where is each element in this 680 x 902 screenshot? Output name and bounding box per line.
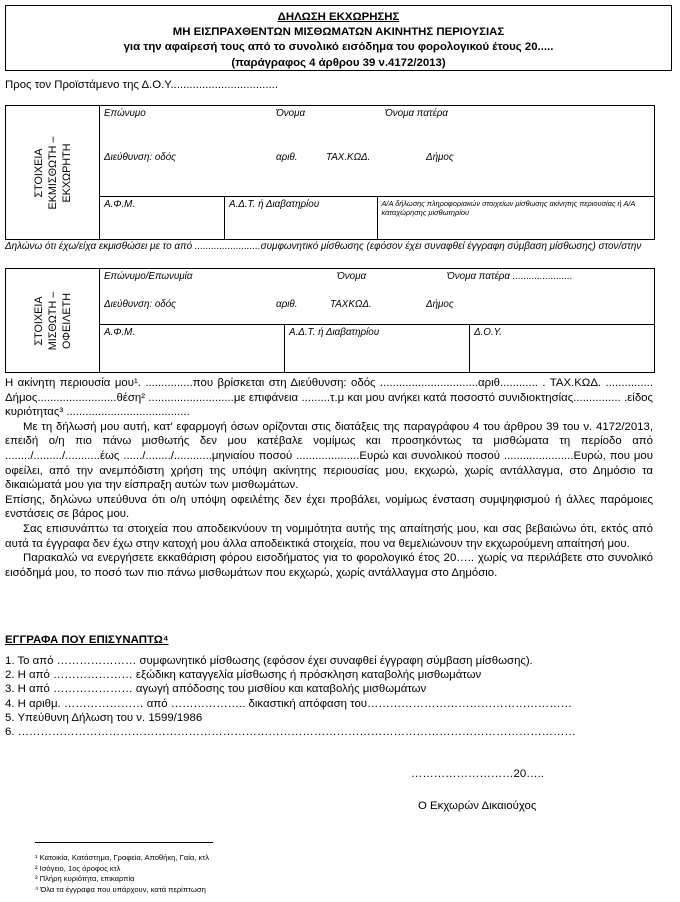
document-item: 6. ………………………………………………………………………………………………………………………………… [5, 726, 576, 739]
date-line: ………………………20….. [411, 768, 544, 780]
lessor-name-row[interactable] [100, 106, 655, 150]
lessee-details-table [5, 268, 655, 373]
footnote-3: ³ Πλήρη κυριότητα, επικαρπία [35, 874, 135, 884]
lessee-name-row[interactable] [100, 269, 655, 297]
form-title: ΔΗΛΩΣΗ ΕΚΧΩΡΗΣΗΣ [277, 11, 400, 23]
footnote-2: ² Ισόγειο, 1ος όροφος κτλ [35, 863, 121, 873]
municipality-label: Δήμος [426, 151, 454, 163]
father-name-label: Όνομα πατέρα ...................... [447, 271, 573, 282]
signature-label: Ο Εκχωρών Δικαιούχος [418, 800, 537, 812]
afm-cell[interactable]: Α.Φ.Μ. [100, 325, 285, 373]
lessor-id-row[interactable] [100, 197, 378, 240]
footnote-4: ⁴ Όλα τα έγγραφα που υπάρχουν, κατά περίπτωση [35, 884, 206, 894]
id-cell[interactable]: Α.Δ.Τ. ή Διαβατηρίου [285, 325, 470, 373]
id-label: Α.Δ.Τ. ή Διαβατηρίου [229, 199, 320, 210]
surname-label: Επώνυμο/Επωνυμία [104, 271, 193, 282]
document-item: 2. Η από ………………… εξώδικη καταγγελία μίσθωσης ή πρόσκληση καταβολής μισθωμάτων [5, 669, 482, 682]
document-item: 5. Υπεύθυνη Δήλωση του ν. 1599/1986 [5, 711, 203, 724]
number-label: αριθ. [276, 298, 298, 310]
document-item: 4. Η αριθμ. ………………… από ……………….. δικαστική απόφαση του……………………………………………… [5, 697, 573, 710]
form-header [5, 5, 672, 71]
street-label: Διεύθυνση: οδός [104, 151, 176, 163]
father-name-label: Όνομα πατέρα [385, 108, 448, 119]
doy-cell[interactable]: Δ.Ο.Υ. [470, 325, 655, 373]
lessor-address-row[interactable] [100, 150, 655, 197]
documents-list [5, 654, 576, 739]
attachments-paragraph: Σας επισυνάπτω τα στοιχεία που αποδεικνύουν τη νομιμότητα αυτής της απαίτησής μου, και σας βεβαιώνω ότι, εκτός από αυτά τα έγγραφα δεν έχω στην κατοχή μου άλλα αποδεικτικά στοιχεία, που να θεμελιώνουν την εκχωρούμενη απαίτησή μου. [5, 522, 653, 550]
lessor-side-label: ΣΤΟΙΧΕΙΑ ΕΚΜΙΣΘΩΤΗ – ΕΚΧΩΡΗΤΗ [6, 106, 100, 240]
declaration-number-cell[interactable]: Α/Α δήλωσης πληροφοριακών στοιχείων μίσθωσης ακίνητης περιουσίας ή Α/Α καταχώρησης μισθωτηρίου [377, 197, 655, 240]
number-label: αριθ. [276, 151, 298, 163]
no-objection-paragraph: Επίσης, δηλώνω υπεύθυνα ότι ο/η υπόψη οφειλέτης δεν έχει προβάλει, νομίμως ένσταση συμψηφισμού ή άλλες παρόμοιες ενστάσεις σε βάρος μου. [5, 493, 653, 521]
form-legal-basis: (παράγραφος 4 άρθρου 39 ν.4172/2013) [231, 56, 446, 69]
document-item: 3. Η από ………………… αγωγή απόδοσης του μισθίου και καταβολής μισθωμάτων [5, 683, 427, 696]
lessee-address-row[interactable] [100, 297, 655, 325]
afm-label: Α.Φ.Μ. [100, 197, 225, 239]
zip-label: ΤΑΧ.ΚΩΔ. [326, 151, 371, 163]
footnote-divider [35, 842, 213, 843]
document-item: 1. Το από ………………… συμφωνητικό μίσθωσης (εφόσον έχει συναφθεί έγγραφη σύμβαση μίσθωσης). [5, 655, 533, 667]
documents-title: ΕΓΓΡΑΦΑ ΠΟΥ ΕΠΙΣΥΝΑΠΤΩ⁴ [5, 634, 169, 646]
request-paragraph: Παρακαλώ να ενεργήσετε εκκαθάριση φόρου εισοδήματος για το φορολογικό έτος 20….. χωρίς να περιλάβετε στο συνολικό εισόδημά μου, το ποσό των πιο πάνω μισθωμάτων που εκχωρώ, χωρίς αντάλλαγμα στο Δημόσιο. [5, 552, 653, 579]
name-label: Όνομα [276, 108, 306, 119]
lessor-details-table [5, 105, 655, 240]
surname-label: Επώνυμο [104, 108, 146, 119]
form-subtitle: ΜΗ ΕΙΣΠΡΑΧΘΕΝΤΩΝ ΜΙΣΘΩΜΑΤΩΝ ΑΚΙΝΗΤΗΣ ΠΕΡΙΟΥΣΙΑΣ [172, 26, 505, 39]
addressee-line: Προς τον Προϊστάμενο της Δ.Ο.Υ.................................. [5, 79, 278, 91]
declaration-line: Δηλώνω ότι έχω/είχα εκμισθώσει με το από ........................συμφωνητικό μίσθωσης (εφόσον έχει συναφθεί έγγραφη σύμβαση μίσθωσης) στον/στην [5, 241, 642, 252]
street-label: Διεύθυνση: οδός [104, 298, 176, 310]
zip-label: ΤΑΧΚΩΔ. [330, 298, 372, 310]
assignment-paragraph: Με τη δήλωσή μου αυτή, κατ' εφαρμογή όσων ορίζονται στις διατάξεις της παραγράφου 4 του άρθρου 39 του ν. 4172/2013, επειδή ο/η πιο πάνω μισθωτής δεν μου κατέβαλε νομίμως και προσηκόντως τα μισθώματα τη περίοδο από ......../........./...........έως ....../......../............μηνιαίου ποσού ....................Ευρώ και συνολικού ποσού ......................Ευρώ, που μου οφείλει, από την ανεμπόδιστη χρήση της υπόψη ακίνητης περιουσίας μου, εκχωρώ, χωρίς αντάλλαγμα, στο Δημόσιο τα δικαιώματά μου για την είσπραξη αυτών των μισθωμάτων. [5, 420, 653, 492]
body-text [5, 376, 653, 580]
municipality-label: Δήμος [426, 298, 454, 310]
form-purpose: για την αφαίρεσή τους από το συνολικό εισόδημα του φορολογικού έτους 20..... [123, 41, 554, 54]
name-label: Όνομα [337, 271, 367, 282]
footnote-1: ¹ Κατοικία, Κατάστημα, Γραφεία, Αποθήκη, Γαία, κτλ [35, 853, 210, 862]
property-paragraph: Η ακίνητη περιουσία μου¹. ...............που βρίσκεται στη Διεύθυνση: οδός ...............................αριθ............ . ΤΑΧ.ΚΩΔ. ............... Δήμος.........................θέση² ...........................με επιφάνεια .........τ.μ και μου ανήκει κατά ποσοστό συνιδιοκτησίας............... .είδος κυριότητας³ ....................................... [5, 377, 653, 419]
footnotes [35, 853, 209, 895]
lessee-side-label: ΣΤΟΙΧΕΙΑ ΜΙΣΘΩΤΗ – ΟΦΕΙΛΕΤΗ [6, 269, 100, 373]
